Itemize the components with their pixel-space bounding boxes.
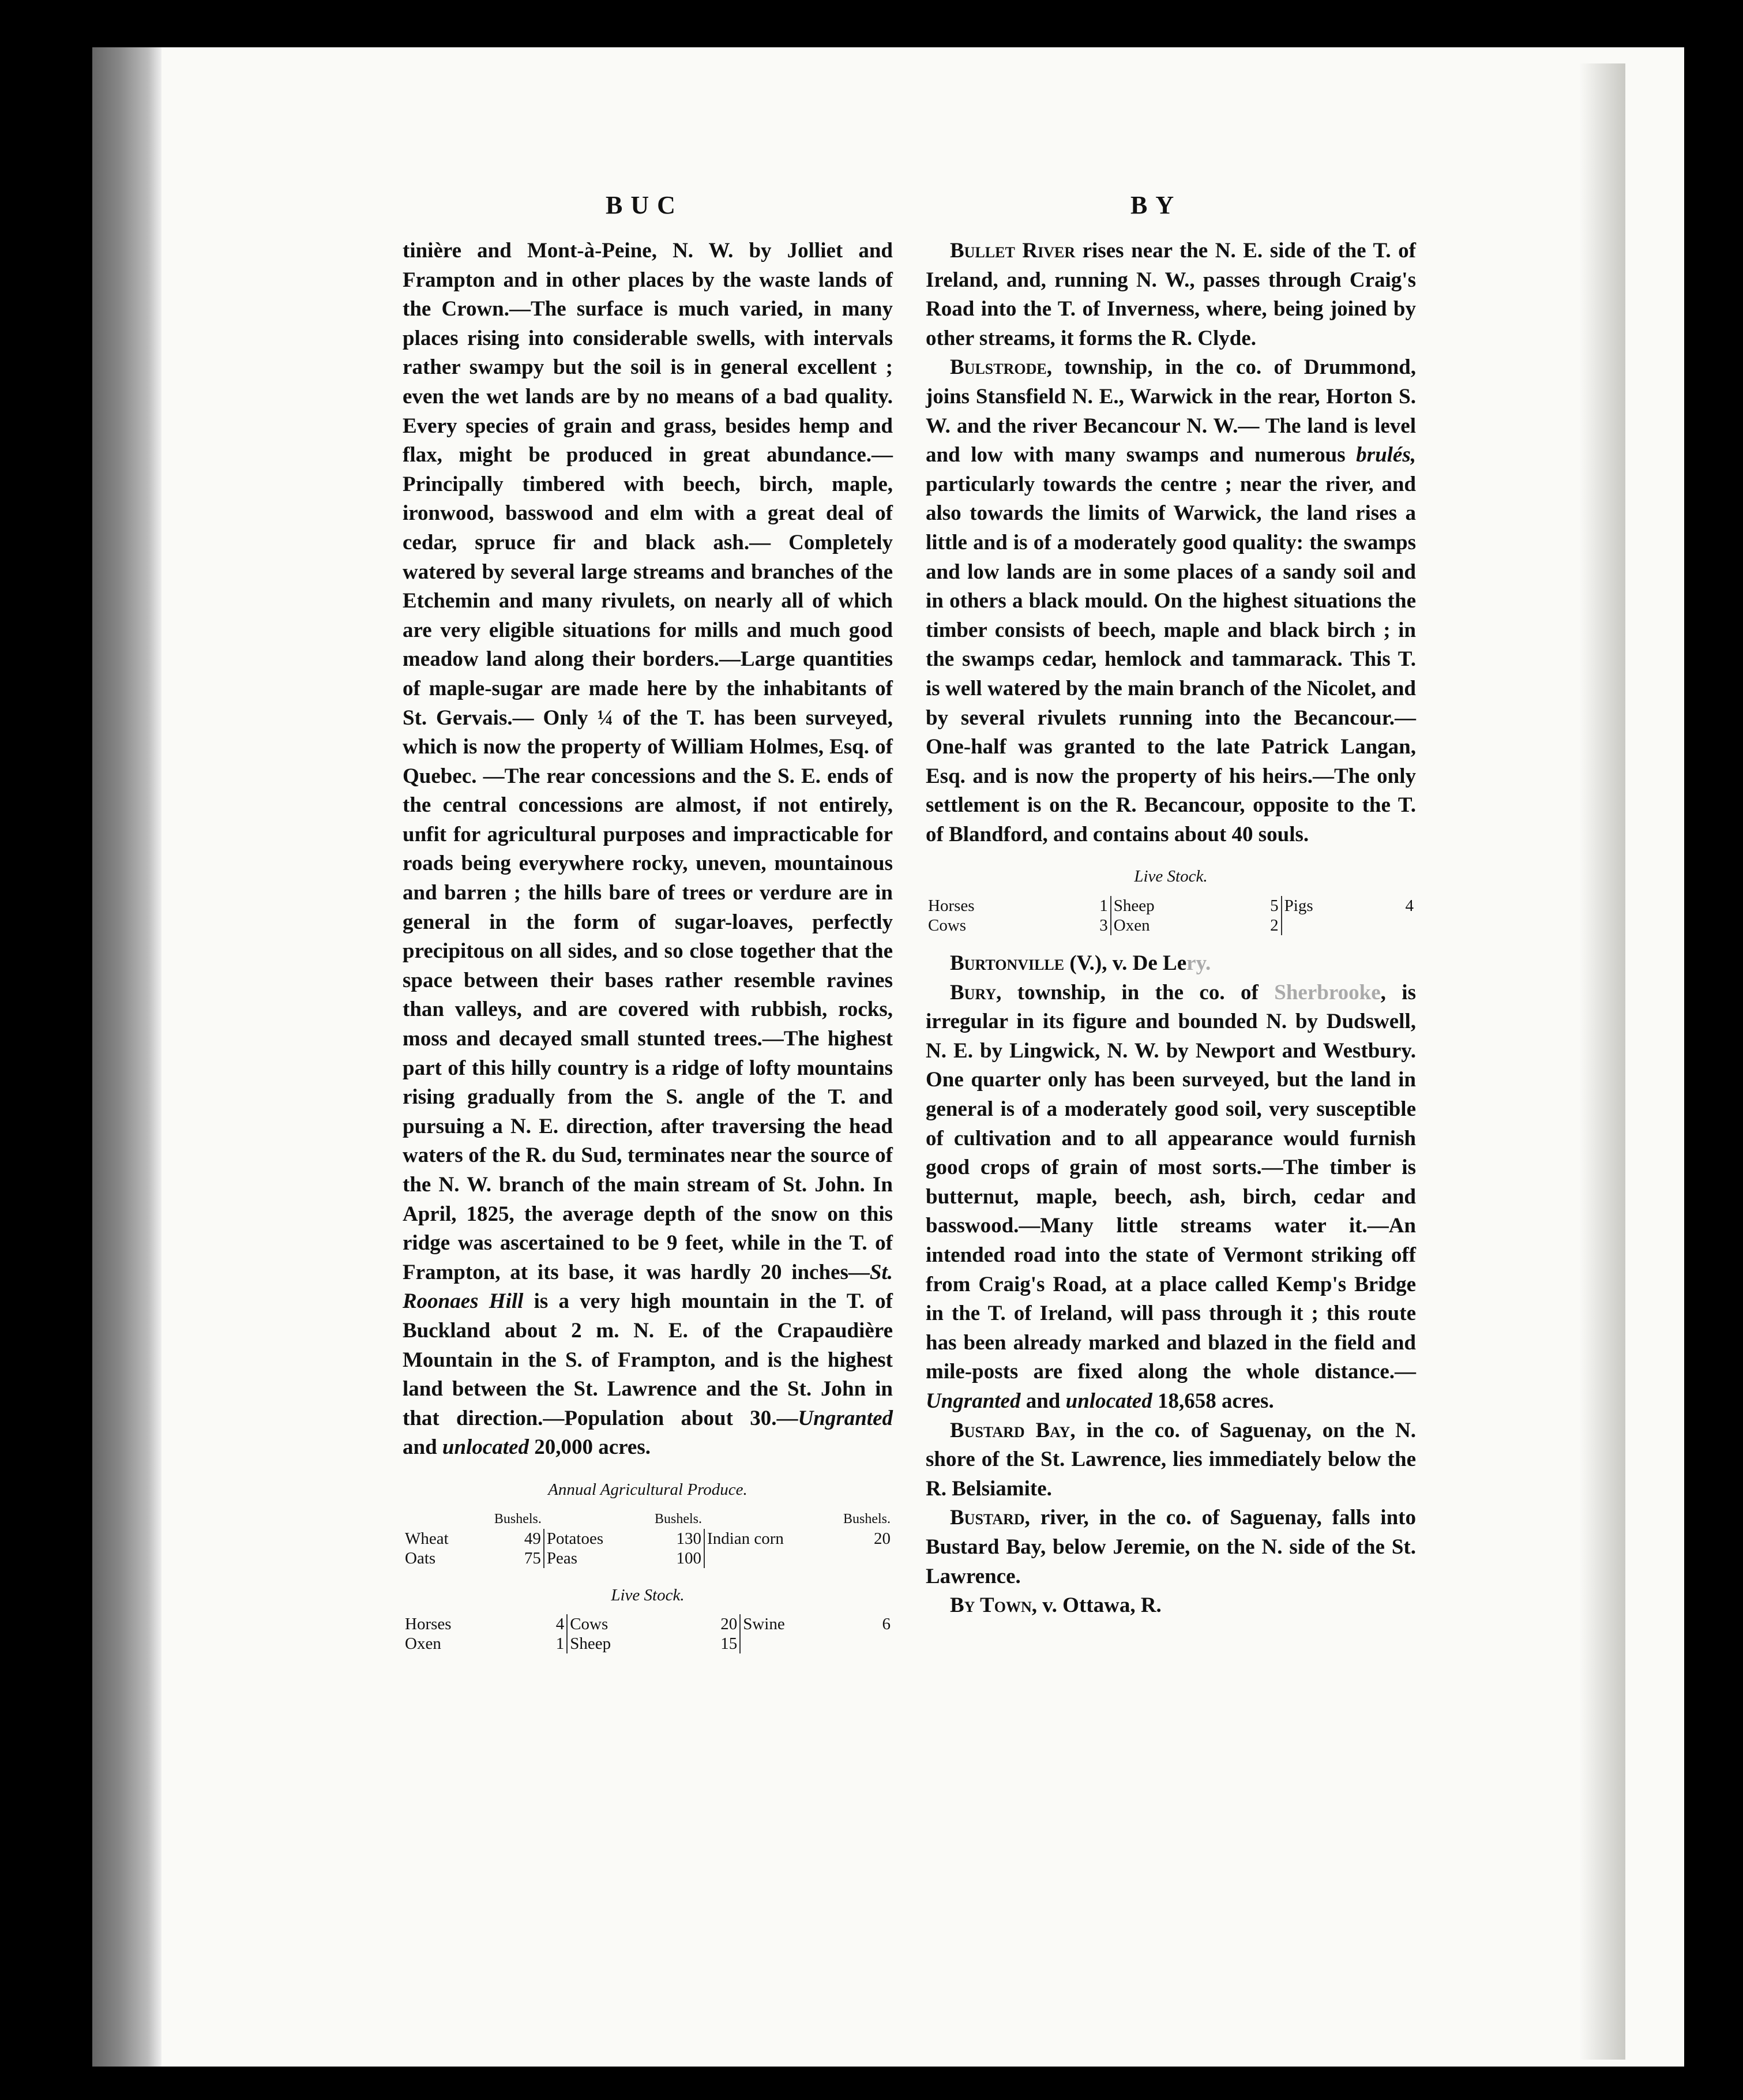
livestock-value: 15 [685,1634,741,1653]
brules-term: brulés, [1356,443,1416,467]
livestock-table [403,1614,893,1653]
livestock-value: 1 [532,1634,567,1653]
page-right-edge [1579,63,1625,2060]
livestock-name: Pigs [1284,897,1313,916]
unlocated-label: unlocated [1065,1389,1152,1413]
entry-bury [926,978,1416,1416]
unlocated-label: unlocated [442,1435,529,1460]
bushels-header-3: Bushels. [843,1511,891,1527]
produce-value: 75 [471,1548,544,1568]
entry-by-town [926,1591,1416,1621]
st-roonaes-hill: St. Roonaes Hill [403,1260,893,1314]
livestock-value: 6 [882,1615,891,1634]
produce-name: Oats [405,1548,436,1567]
entry-burtonville [926,949,1416,978]
ungranted-label: Ungranted [926,1389,1021,1413]
table-row [926,896,1416,916]
left-paragraph: tinière and Mont-à-Peine, N. W. by Jolliet and Frampton and in other places by the waste lands of the Crown.—The surface is much varied, in many places rising into considerable swells, with intervals rather swampy but the soil is in general excellent ; even the wet lands are by no means of a bad quality. Every species of grain and grass, besides hemp and flax, might be produced in great abundance.— Principally timbered with beech, birch, maple, ironwood, basswood and elm with a great deal of cedar, spruce fir and black ash.— Completely watered by several large streams and branches of the Etchemin and many rivulets, on nearly all of which are very eligible situations for mills and much good meadow land along their borders.—Large quantities of maple-sugar are made here by the inhabitants of St. Gervais.— Only ¼ of the T. has been surveyed, which is now the property of William Holmes, Esq. of Quebec. —The rear concessions and the S. E. ends of the central concessions are almost, if not entirely, unfit for agricultural purposes and impracticable for roads being everywhere rocky, uneven, mountainous and barren ; the hills bare of trees or verdure are in general in the form of sugar-loaves, perfectly precipitous on all sides, and so close together that the space between their bases rather resemble ravines than valleys, and are covered with rubbish, rocks, moss and decayed small stunted trees.—The highest part of this hilly country is a ridge of lofty mountains rising gradually from the S. angle of the T. and pursuing a N. E. direction, after traversing the head waters of the R. du Sud, terminates near the source of the N. W. branch of the main stream of St. John. In April, 1825, the average depth of the snow on this ridge was ascertained to be 9 feet, while in the T. of Frampton, at its base, it was hardly 20 inches—St. Roonaes Hill is a very high mountain in the T. of Buckland about 2 m. N. E. of the Crapaudière Mountain in the S. of Frampton, and is the highest land between the St. Lawrence and the St. John in that direction.—Population about 30.—Ungranted and unlocated 20,000 acres. [403,239,893,1460]
left-paragraph-text: tinière and Mont-à-Peine, N. W. by Jolliet and Frampton and in other places by the waste lands of the Crown.—The surface is much varied, in many places rising into considerable swells, with intervals rather swampy but the soil is in general excellent ; even the wet lands are by no means of a bad quality. Every species of grain and grass, besides hemp and flax, might be produced in great abundance.— Principally timbered with beech, birch, maple, ironwood, basswood and elm with a great deal of cedar, spruce fir and black ash.— Completely watered by several large streams and branches of the Etchemin and many rivulets, on nearly all of which are very eligible situations for mills and much good meadow land along their borders.—Large quantities of maple-sugar are made here by the inhabitants of St. Gervais.— Only ¼ of the T. has been surveyed, which is now the property of William Holmes, Esq. of Quebec. —The rear concessions and the S. E. ends of the central concessions are almost, if not entirely, unfit for agricultural purposes and impracticable for roads being everywhere rocky, uneven, mountainous and barren ; the hills bare of trees or verdure are in general in the form of sugar-loaves, perfectly precipitous on all sides, and so close together that the space between their bases rather resemble ravines than valleys, and are covered with rubbish, rocks, moss and decayed small stunted trees.—The highest part of this hilly country is a ridge of lofty mountains rising gradually from the S. angle of the T. and pursuing a N. E. direction, after traversing the head waters of the R. du Sud, terminates near the source of the N. W. branch of the main stream of St. John. In April, 1825, the average depth of the snow on this ridge was ascertained to be 9 feet, while in the T. of Frampton, at its base, it was hardly 20 inches [403,239,893,1284]
entry-text: v. Ottawa, R. [1036,1593,1162,1618]
produce-value: 49 [471,1529,544,1548]
acreage-text: 18,658 acres. [1152,1389,1274,1413]
livestock-table-right [926,896,1416,935]
bushels-header-1: Bushels. [494,1511,542,1527]
livestock-value: 4 [1405,897,1414,916]
entry-bustard [926,1503,1416,1591]
acreage-text: 20,000 acres. [528,1435,651,1460]
entry-text: township, in the co. of [1001,980,1275,1004]
left-column [403,237,893,1653]
produce-caption: Annual Agricultural Produce. [548,1480,747,1499]
livestock-caption: Live Stock. [611,1585,685,1604]
livestock-name: Horses [928,897,975,916]
entry-bulstrode [926,353,1416,849]
page-binding-edge [92,47,161,2067]
livestock-name: Oxen [405,1634,441,1653]
entry-heading: Bulstrode, [950,355,1052,380]
livestock-value: 4 [532,1614,567,1634]
produce-name: Peas [546,1548,578,1567]
faded-text: ry. [1186,951,1211,976]
entry-heading: Bustard, [950,1506,1030,1530]
entry-heading: By Town, [950,1593,1037,1618]
table-row [403,1529,893,1548]
entry-text: rises near the N. E. side of the T. of Ireland, and, running N. W., passes through Craig's Road into the T. of Inverness, where, being joined by other streams, it forms the R. Clyde. [926,239,1416,350]
entry-text-2: , is irregular in its figure and bounded N. by Dudswell, N. E. by Lingwick, N. W. by Newport and Westbury. One quarter only has been surveyed, but the land in general is of a moderately good soil, very susceptible of cultivation and to all appearance would furnish good crops of grain of most sorts.—The timber is butternut, maple, beech, ash, birch, cedar and basswood.—Many little streams water it.—An intended road into the state of Vermont striking off from Craig's Road, at a place called Kemp's Bridge in the T. of Ireland, will pass through it ; this route has been already marked and blazed in the field and mile-posts are fixed along the whole distance.— [926,980,1416,1384]
table-row [403,1614,893,1634]
livestock-value: 3 [1072,916,1110,935]
produce-table [403,1509,893,1568]
livestock-caption-right: Live Stock. [1134,867,1208,886]
produce-name: Indian corn [707,1529,784,1548]
entry-text: (V.), v. De Le [1064,951,1187,976]
running-header-right: BY [1130,191,1182,219]
produce-value: 100 [631,1548,704,1568]
entry-bustard-bay [926,1416,1416,1504]
right-column [926,237,1416,1621]
entry-heading: Burtonville [950,951,1065,976]
livestock-value: 5 [1242,896,1281,916]
entry-text: in the co. of Saguenay, on the N. shore of the St. Lawrence, lies immediately below the R. Belsiamite. [926,1418,1416,1501]
livestock-name: Swine [743,1615,785,1634]
livestock-name: Cows [928,916,967,935]
and-text: and [403,1435,442,1460]
entry-bullet-river [926,237,1416,353]
livestock-name: Sheep [570,1634,611,1653]
livestock-value: 2 [1242,916,1281,935]
produce-value: 20 [874,1529,891,1548]
left-paragraph-text-2: is a very high mountain in the T. of Buckland about 2 m. N. E. of the Crapaudière Mountain in the S. of Frampton, and is the highest land between the St. Lawrence and the St. John in that direction.—Population about 30.— [403,1289,893,1430]
faded-text: Sherbrooke [1274,980,1381,1004]
livestock-value: 20 [685,1614,741,1634]
livestock-name: Sheep [1113,897,1155,916]
table-row [403,1634,893,1653]
entry-heading: Bury, [950,980,1002,1004]
and-text: and [1020,1389,1066,1413]
running-header-left: BUC [606,191,683,219]
table-row [926,916,1416,935]
produce-name: Potatoes [546,1529,604,1548]
entry-text: township, in the co. of Drummond, joins Stansfield N. E., Warwick in the rear, Horton S. W. and the river Becancour N. W.— The land is level and low with many swamps and numerous [926,355,1416,467]
livestock-name: Cows [570,1615,608,1634]
produce-value: 130 [631,1529,704,1548]
entry-heading: Bustard Bay, [950,1418,1076,1442]
livestock-name: Horses [405,1615,452,1634]
entry-heading: Bullet River [950,239,1076,262]
entry-text: river, in the co. of Saguenay, falls into Bustard Bay, below Jeremie, on the N. side of the St. Lawrence. [926,1506,1416,1588]
entry-text-2: particularly towards the centre ; near the river, and also towards the limits of Warwick, the land rises a little and is of a moderately good quality: the swamps and low lands are in some places of a sandy soil and in others a black mould. On the highest situations the timber consists of beech, maple and black birch ; in the swamps cedar, hemlock and tammarack. This T. is well watered by the main branch of the Nicolet, and by several rivulets running into the Becancour.—One-half was granted to the late Patrick Langan, Esq. and is now the property of his heirs.—The only settlement is on the R. Becancour, opposite to the T. of Blandford, and contains about 40 souls. [926,472,1416,846]
bushels-header-2: Bushels. [655,1511,703,1527]
ungranted-label: Ungranted [798,1406,893,1430]
livestock-name: Oxen [1113,916,1150,935]
produce-name: Wheat [405,1529,449,1548]
table-row [403,1548,893,1568]
livestock-value: 1 [1072,896,1110,916]
